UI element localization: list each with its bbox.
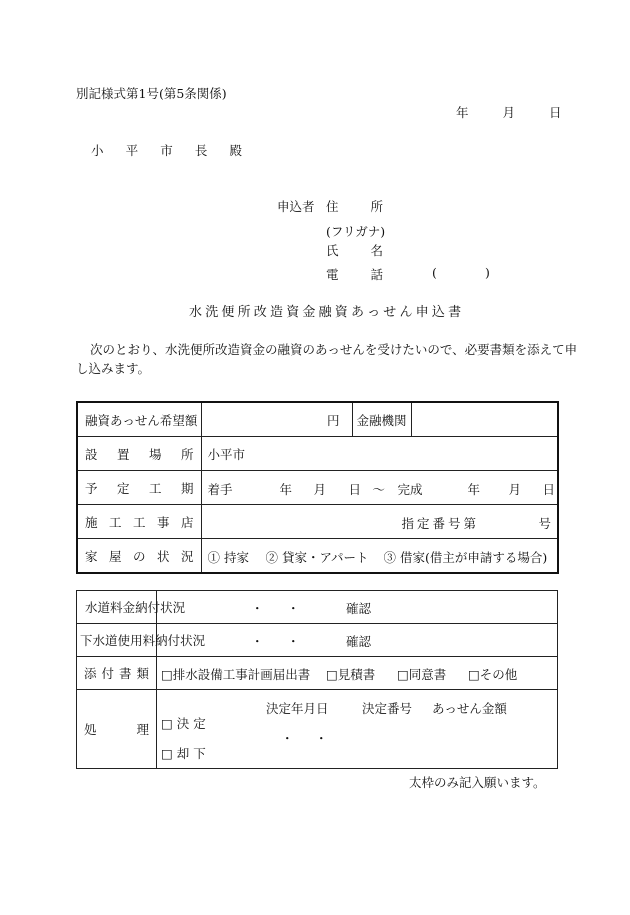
label-char: 理: [136, 722, 149, 737]
label-char: 付: [101, 666, 114, 681]
contractor-field[interactable]: [201, 505, 558, 539]
intro-line-1: 次のとおり、水洗便所改造資金の融資のあっせんを受けたいので、必要書類を添えて申: [90, 342, 578, 357]
label-char: 場: [148, 446, 162, 462]
office-use-table: [76, 590, 558, 769]
number-suffix: 号: [538, 516, 552, 531]
label-char: 類: [136, 666, 149, 681]
schedule-label: [77, 471, 201, 505]
yen-unit: 円: [327, 412, 340, 428]
label-char: 水: [92, 633, 106, 648]
label-char: 料: [110, 600, 123, 615]
label-char: 下: [80, 633, 93, 648]
phone-char: 話: [370, 267, 383, 282]
furigana-label: (フリガナ): [326, 224, 386, 239]
house-status-field[interactable]: [201, 539, 558, 574]
label-char: 家: [85, 548, 98, 564]
name-label: [326, 241, 383, 259]
schedule-field[interactable]: [201, 471, 558, 505]
label-char: 付: [147, 600, 161, 615]
label-char: 料: [142, 633, 156, 648]
label-char: 状: [156, 548, 170, 564]
attach-consent-checkbox[interactable]: □同意書: [397, 667, 447, 682]
start-month: 月: [313, 482, 327, 497]
house-status-label: [77, 539, 201, 574]
label-char: 予: [85, 480, 98, 496]
label-char: の: [132, 548, 146, 564]
label-char: 付: [167, 633, 181, 648]
house-option-rental[interactable]: ② 貸家・アパート: [265, 550, 369, 565]
label-char: 道: [105, 633, 118, 648]
table-row: [77, 539, 558, 574]
label-char: 添: [84, 666, 97, 681]
label-char: 書: [118, 666, 132, 681]
tilde: ～: [372, 482, 386, 497]
phone-label: [326, 265, 383, 283]
applicant-label: 申込者: [277, 199, 315, 214]
table-row: [77, 624, 558, 657]
bank-label: 金融機関: [352, 402, 411, 437]
label-char: 況: [180, 548, 194, 564]
addressee-char: 小: [91, 143, 104, 158]
house-option-leased[interactable]: ③ 借家(借主が申請する場合): [383, 550, 548, 565]
table-row: [77, 591, 558, 624]
label-char: 状: [160, 600, 173, 615]
attach-drainage-plan-checkbox[interactable]: □排水設備工事計画届出書: [161, 667, 311, 682]
addressee-char: 長: [194, 143, 208, 158]
complete-day: 日: [542, 482, 556, 497]
separator-dot: ・: [251, 634, 264, 649]
name-char: 氏: [326, 243, 339, 258]
addressee-char: 殿: [229, 143, 242, 158]
form-number: 別記様式第1号(第5条関係): [76, 86, 227, 101]
separator-dot: ・: [287, 634, 300, 649]
contractor-label: [77, 505, 201, 539]
label-char: 納: [135, 600, 148, 615]
document-title: 水洗便所改造資金融資あっせん申込書: [189, 305, 465, 320]
location-label: [77, 437, 201, 471]
label-char: 工: [108, 514, 122, 530]
attach-other-checkbox[interactable]: □その他: [468, 667, 518, 682]
table-row: [77, 471, 558, 505]
water-fee-field[interactable]: [157, 591, 558, 624]
attachments-field: [157, 657, 558, 690]
attach-estimate-checkbox[interactable]: □見積書: [326, 667, 376, 682]
table-row: [77, 690, 558, 769]
label-char: 事: [156, 514, 170, 530]
phone-paren-open: (: [432, 265, 437, 280]
loan-amount-label: 融資あっせん希望額: [77, 402, 201, 437]
loan-amount-header: あっせん金額: [432, 701, 507, 716]
house-option-owned[interactable]: ① 持家: [207, 550, 249, 565]
label-char: 工: [148, 480, 162, 496]
processing-label: [77, 690, 157, 769]
sewer-fee-label: [77, 624, 206, 657]
label-char: 使: [117, 633, 131, 648]
label-char: 期: [180, 480, 194, 496]
label-char: 置: [116, 446, 130, 462]
rejected-checkbox[interactable]: □ 却 下: [161, 746, 206, 761]
decision-date-header: 決定年月日: [266, 701, 329, 716]
date-day: 日: [548, 105, 562, 120]
complete-month: 月: [508, 482, 522, 497]
designated-number-label: 指定番号第: [401, 516, 480, 531]
label-char: 所: [180, 446, 194, 462]
complete-year: 年: [467, 482, 481, 497]
label-char: 定: [116, 480, 130, 496]
address-label: [326, 197, 383, 215]
address-char: 住: [326, 199, 339, 214]
separator-dot: ・: [281, 731, 294, 746]
table-row: [77, 402, 558, 437]
decided-checkbox[interactable]: □ 決 定: [161, 716, 206, 731]
decision-number-header: 決定番号: [362, 701, 413, 716]
confirm-label: 確認: [346, 601, 372, 616]
attachments-label: [77, 657, 157, 690]
bank-field[interactable]: [411, 402, 558, 437]
separator-dot: ・: [287, 601, 300, 616]
label-char: 況: [172, 600, 186, 615]
intro-line-2: し込みます。: [76, 361, 151, 376]
application-table: [76, 401, 559, 574]
label-char: 金: [122, 600, 136, 615]
processing-field: [157, 690, 558, 769]
label-char: 状: [180, 633, 193, 648]
label-char: 水: [85, 600, 98, 615]
start-label: 着手: [207, 482, 233, 497]
label-char: 屋: [108, 548, 122, 564]
complete-label: 完成: [397, 482, 423, 497]
separator-dot: ・: [251, 601, 264, 616]
name-char: 名: [370, 243, 383, 258]
label-char: 店: [180, 514, 194, 530]
date-year: 年: [456, 105, 469, 120]
addressee-char: 平: [125, 143, 139, 158]
phone-paren-close: ): [485, 265, 490, 280]
sewer-fee-field[interactable]: [157, 624, 558, 657]
label-char: 況: [192, 633, 206, 648]
location-field[interactable]: [201, 437, 558, 471]
addressee-char: 市: [160, 143, 173, 158]
label-char: 工: [132, 514, 146, 530]
table-row: [77, 505, 558, 539]
location-value: 小平市: [207, 446, 246, 462]
phone-char: 電: [326, 267, 339, 282]
label-char: 処: [84, 722, 97, 737]
date-line: [456, 103, 561, 121]
label-char: 施: [85, 514, 98, 530]
label-char: 道: [97, 600, 111, 615]
table-row: [77, 657, 558, 690]
label-char: 納: [155, 633, 168, 648]
label-char: 用: [130, 633, 143, 648]
start-day: 日: [348, 482, 362, 497]
separator-dot: ・: [315, 731, 328, 746]
confirm-label: 確認: [346, 634, 372, 649]
address-char: 所: [370, 199, 383, 214]
addressee: [91, 141, 242, 159]
label-char: 設: [85, 446, 98, 462]
water-fee-label: [77, 591, 186, 624]
start-year: 年: [279, 482, 293, 497]
footnote: 太枠のみ記入願います。: [409, 775, 546, 790]
date-month: 月: [502, 105, 515, 120]
loan-amount-field[interactable]: [201, 402, 352, 437]
table-row: [77, 437, 558, 471]
